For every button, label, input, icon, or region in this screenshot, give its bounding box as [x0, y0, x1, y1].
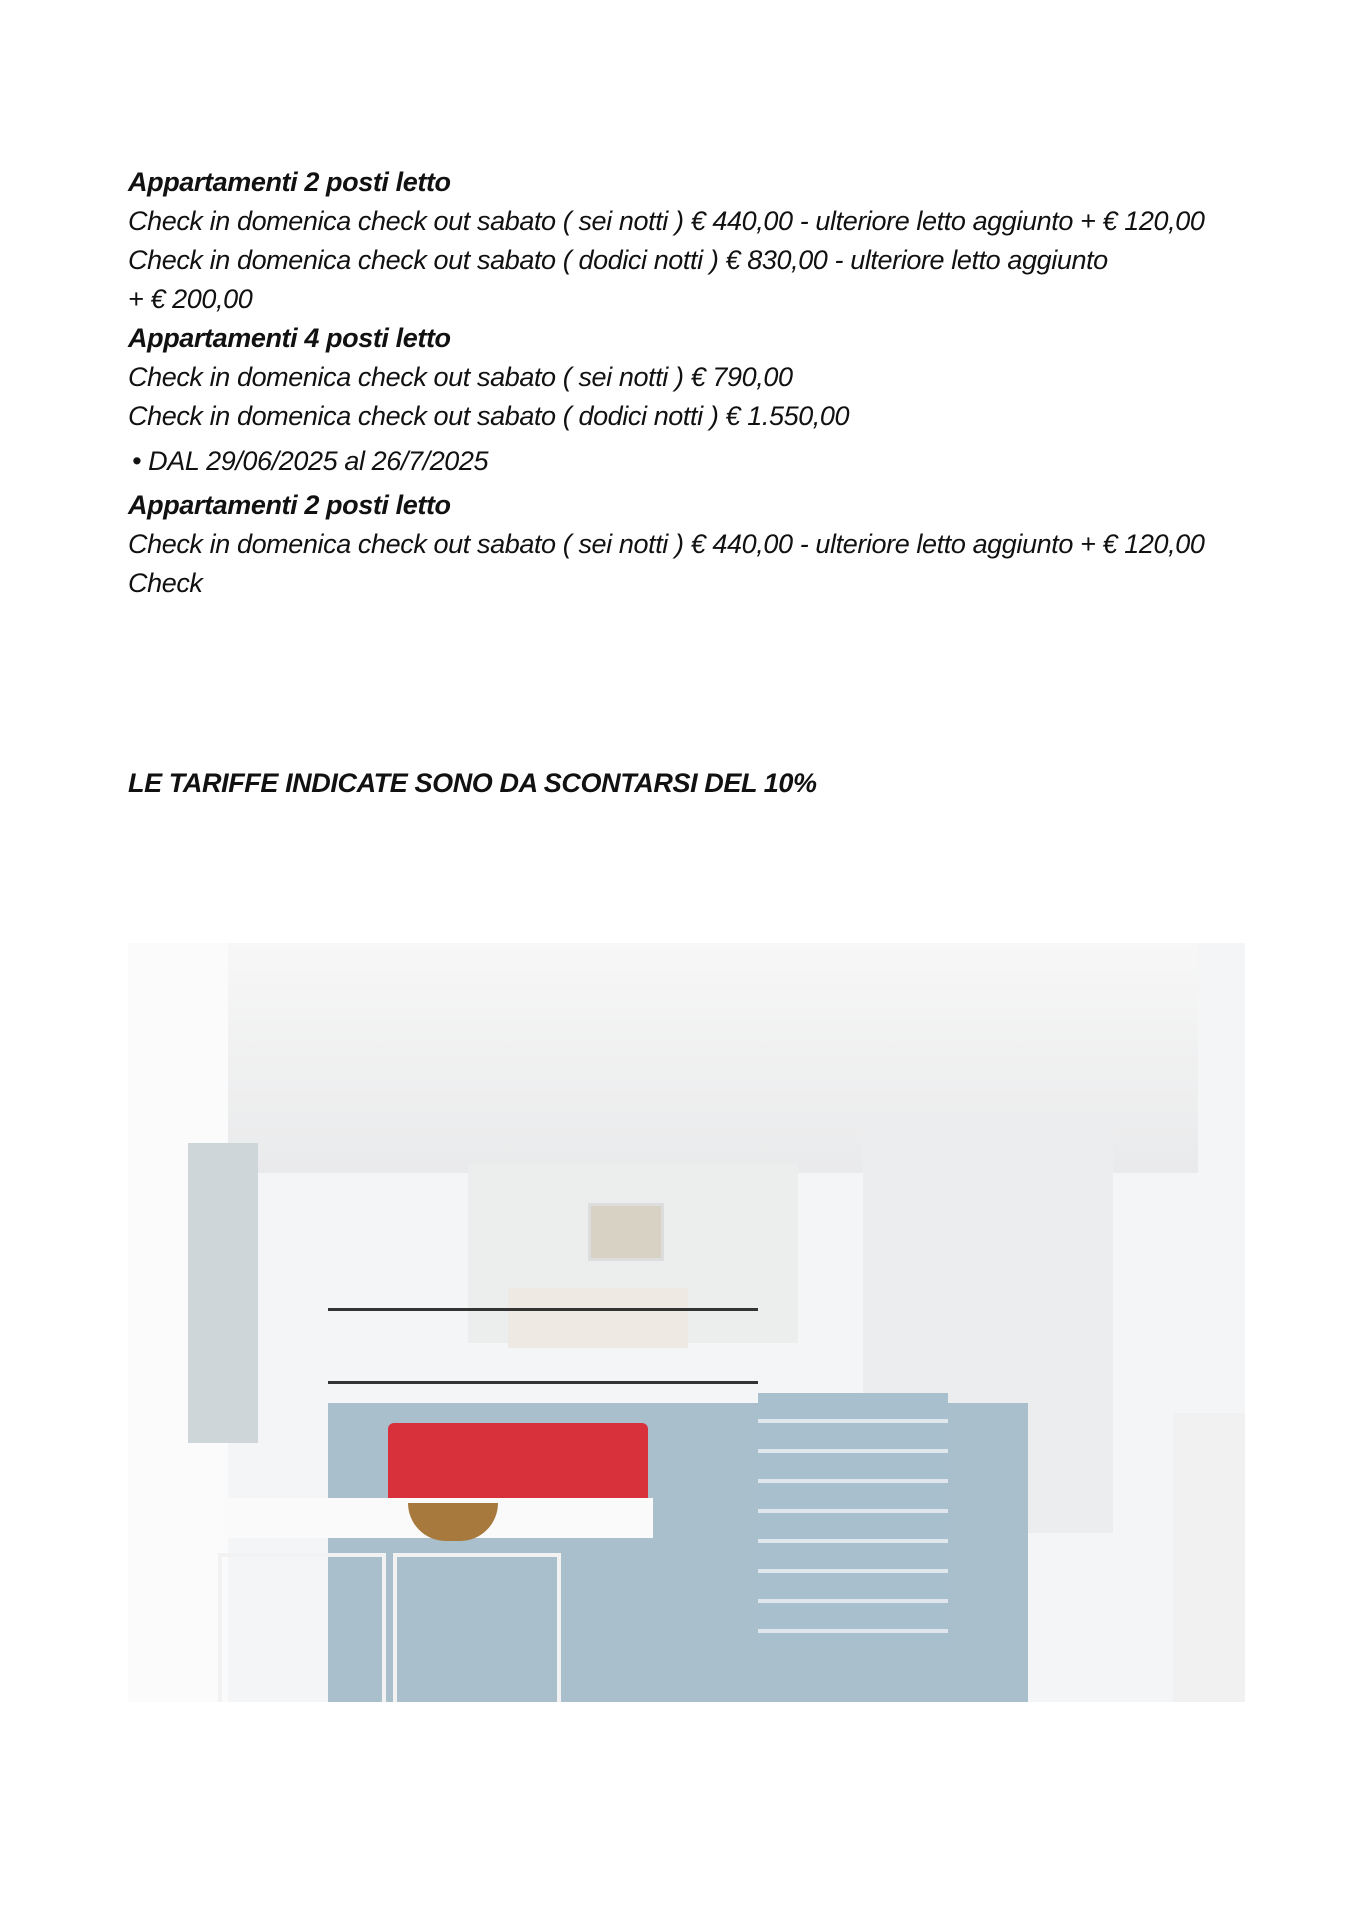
rate-line: Check — [128, 568, 203, 598]
heading-2-beds: Appartamenti 2 posti letto — [128, 167, 451, 197]
rate-line: Check in domenica check out sabato ( sei notti ) € 440,00 - ulteriore letto aggiunto + € 120,00 — [128, 206, 1205, 236]
heading-4-beds: Appartamenti 4 posti letto — [128, 323, 451, 353]
rate-line: Check in domenica check out sabato ( sei notti ) € 440,00 - ulteriore letto aggiunto + € 120,00 — [128, 529, 1205, 559]
rates-text — [128, 163, 1248, 603]
apartment-photo — [128, 943, 1245, 1702]
discount-note: LE TARIFFE INDICATE SONO DA SCONTARSI DEL 10% — [128, 768, 817, 798]
heading-2-beds: Appartamenti 2 posti letto — [128, 490, 451, 520]
rate-line: Check in domenica check out sabato ( dodici notti ) € 1.550,00 — [128, 401, 850, 431]
period-bullet: • DAL 29/06/2025 al 26/7/2025 — [132, 446, 489, 476]
rate-line: Check in domenica check out sabato ( sei notti ) € 790,00 — [128, 362, 793, 392]
rate-line: Check in domenica check out sabato ( dodici notti ) € 830,00 - ulteriore letto aggiunto + € 200,00 — [128, 245, 1108, 314]
